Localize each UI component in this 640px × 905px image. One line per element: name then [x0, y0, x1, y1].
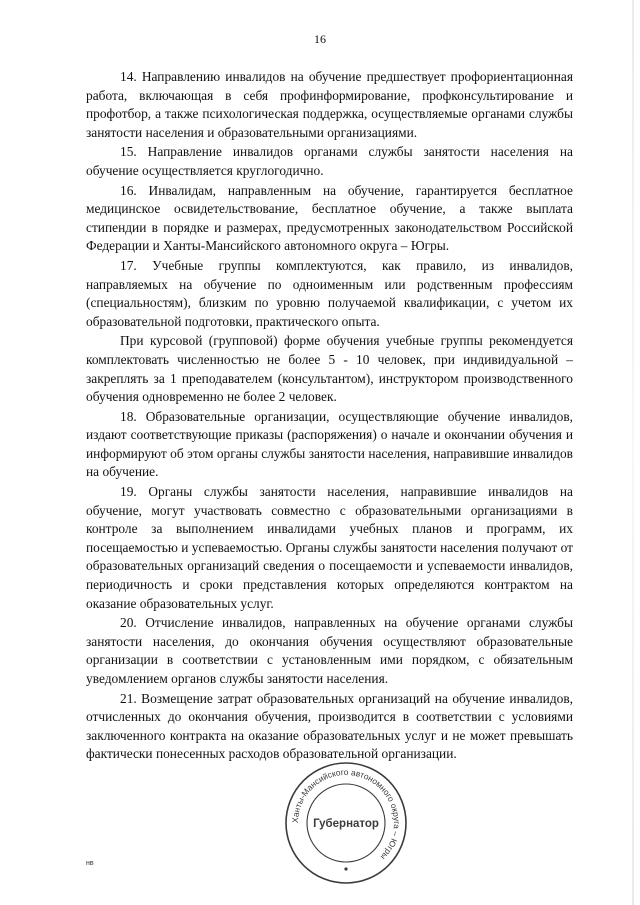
page-number: 16: [314, 32, 326, 46]
scan-edge-shadow: [632, 0, 634, 905]
seal-inner-ring: [307, 784, 385, 862]
seal-ring-text: Ханты-Мансийского автономного округа – Югры: [289, 766, 403, 863]
paragraph-20: 20. Отчисление инвалидов, направленных на обучение органами службы занятости населения, до окончания обучения осуществляют образовательные организации в соответствии с установленным ими порядком, с обязательным уведомлением органов службы занятости населения.: [86, 615, 573, 686]
seal-outer-ring: [286, 763, 406, 883]
official-seal: [282, 759, 410, 887]
paragraph-21: 21. Возмещение затрат образовательных организаций на обучение инвалидов, отчисленных до окончания обучения, производится в соответствии с условиями заключенного контракта на оказание образовательных услуг и не может превышать фактически понесенных расходов образовательной организации.: [86, 690, 573, 762]
paragraph-17: 17. Учебные группы комплектуются, как правило, из инвалидов, направляемых на обучение по одноименным или родственным профессиям (специальностям), близким по уровню получаемой квалификации, с учетом их образовательной подготовки, практического опыта.: [86, 257, 573, 329]
paragraph-17-group-size: При курсовой (групповой) форме обучения учебные группы рекомендуется комплектовать численностью не более 5 - 10 человек, при индивидуальной – закреплять за 1 преподавателем (консультантом), инструктором производственного обучения одновременно не более 2 человек.: [86, 333, 573, 405]
paragraph-16: 16. Инвалидам, направленным на обучение, гарантируется бесплатное медицинское освидетельствование, бесплатное обучение, а также выплата стипендии в порядке и размерах, предусмотренных законодательством Российской Федерации и Ханты-Мансийского автономного округа – Югры.: [86, 182, 573, 254]
paragraph-14: 14. Направлению инвалидов на обучение предшествует профориентационная работа, включающая в себя профинформирование, профконсультирование и профотбор, а также психологическая поддержка, осуществляемые органами службы занятости населения и образовательными организациями.: [86, 69, 573, 140]
paragraph-19: 19. Органы службы занятости населения, направившие инвалидов на обучение, могут участвовать совместно с образовательными организациями в контроле за выполнением инвалидами учебных планов и программ, их посещаемостью и успеваемостью. Органы службы занятости населения получают от образовательных организаций сведения о посещаемости и успеваемости инвалидов, периодичность и сроки представления которых определяются контрактом на оказание образовательных услуг.: [86, 484, 573, 611]
paragraph-18: 18. Образовательные организации, осуществляющие обучение инвалидов, издают соответствующие приказы (распоряжения) о начале и окончании обучения и информируют об этом органы службы занятости населения, направившие инвалидов на обучение.: [86, 408, 573, 480]
footer-mark: нв: [86, 860, 94, 867]
seal-center-text: Губернатор: [313, 818, 379, 830]
document-body: [86, 68, 573, 764]
seal-dot: [344, 867, 347, 870]
paragraph-15: 15. Направление инвалидов органами службы занятости населения на обучение осуществляется круглогодично.: [86, 144, 573, 178]
